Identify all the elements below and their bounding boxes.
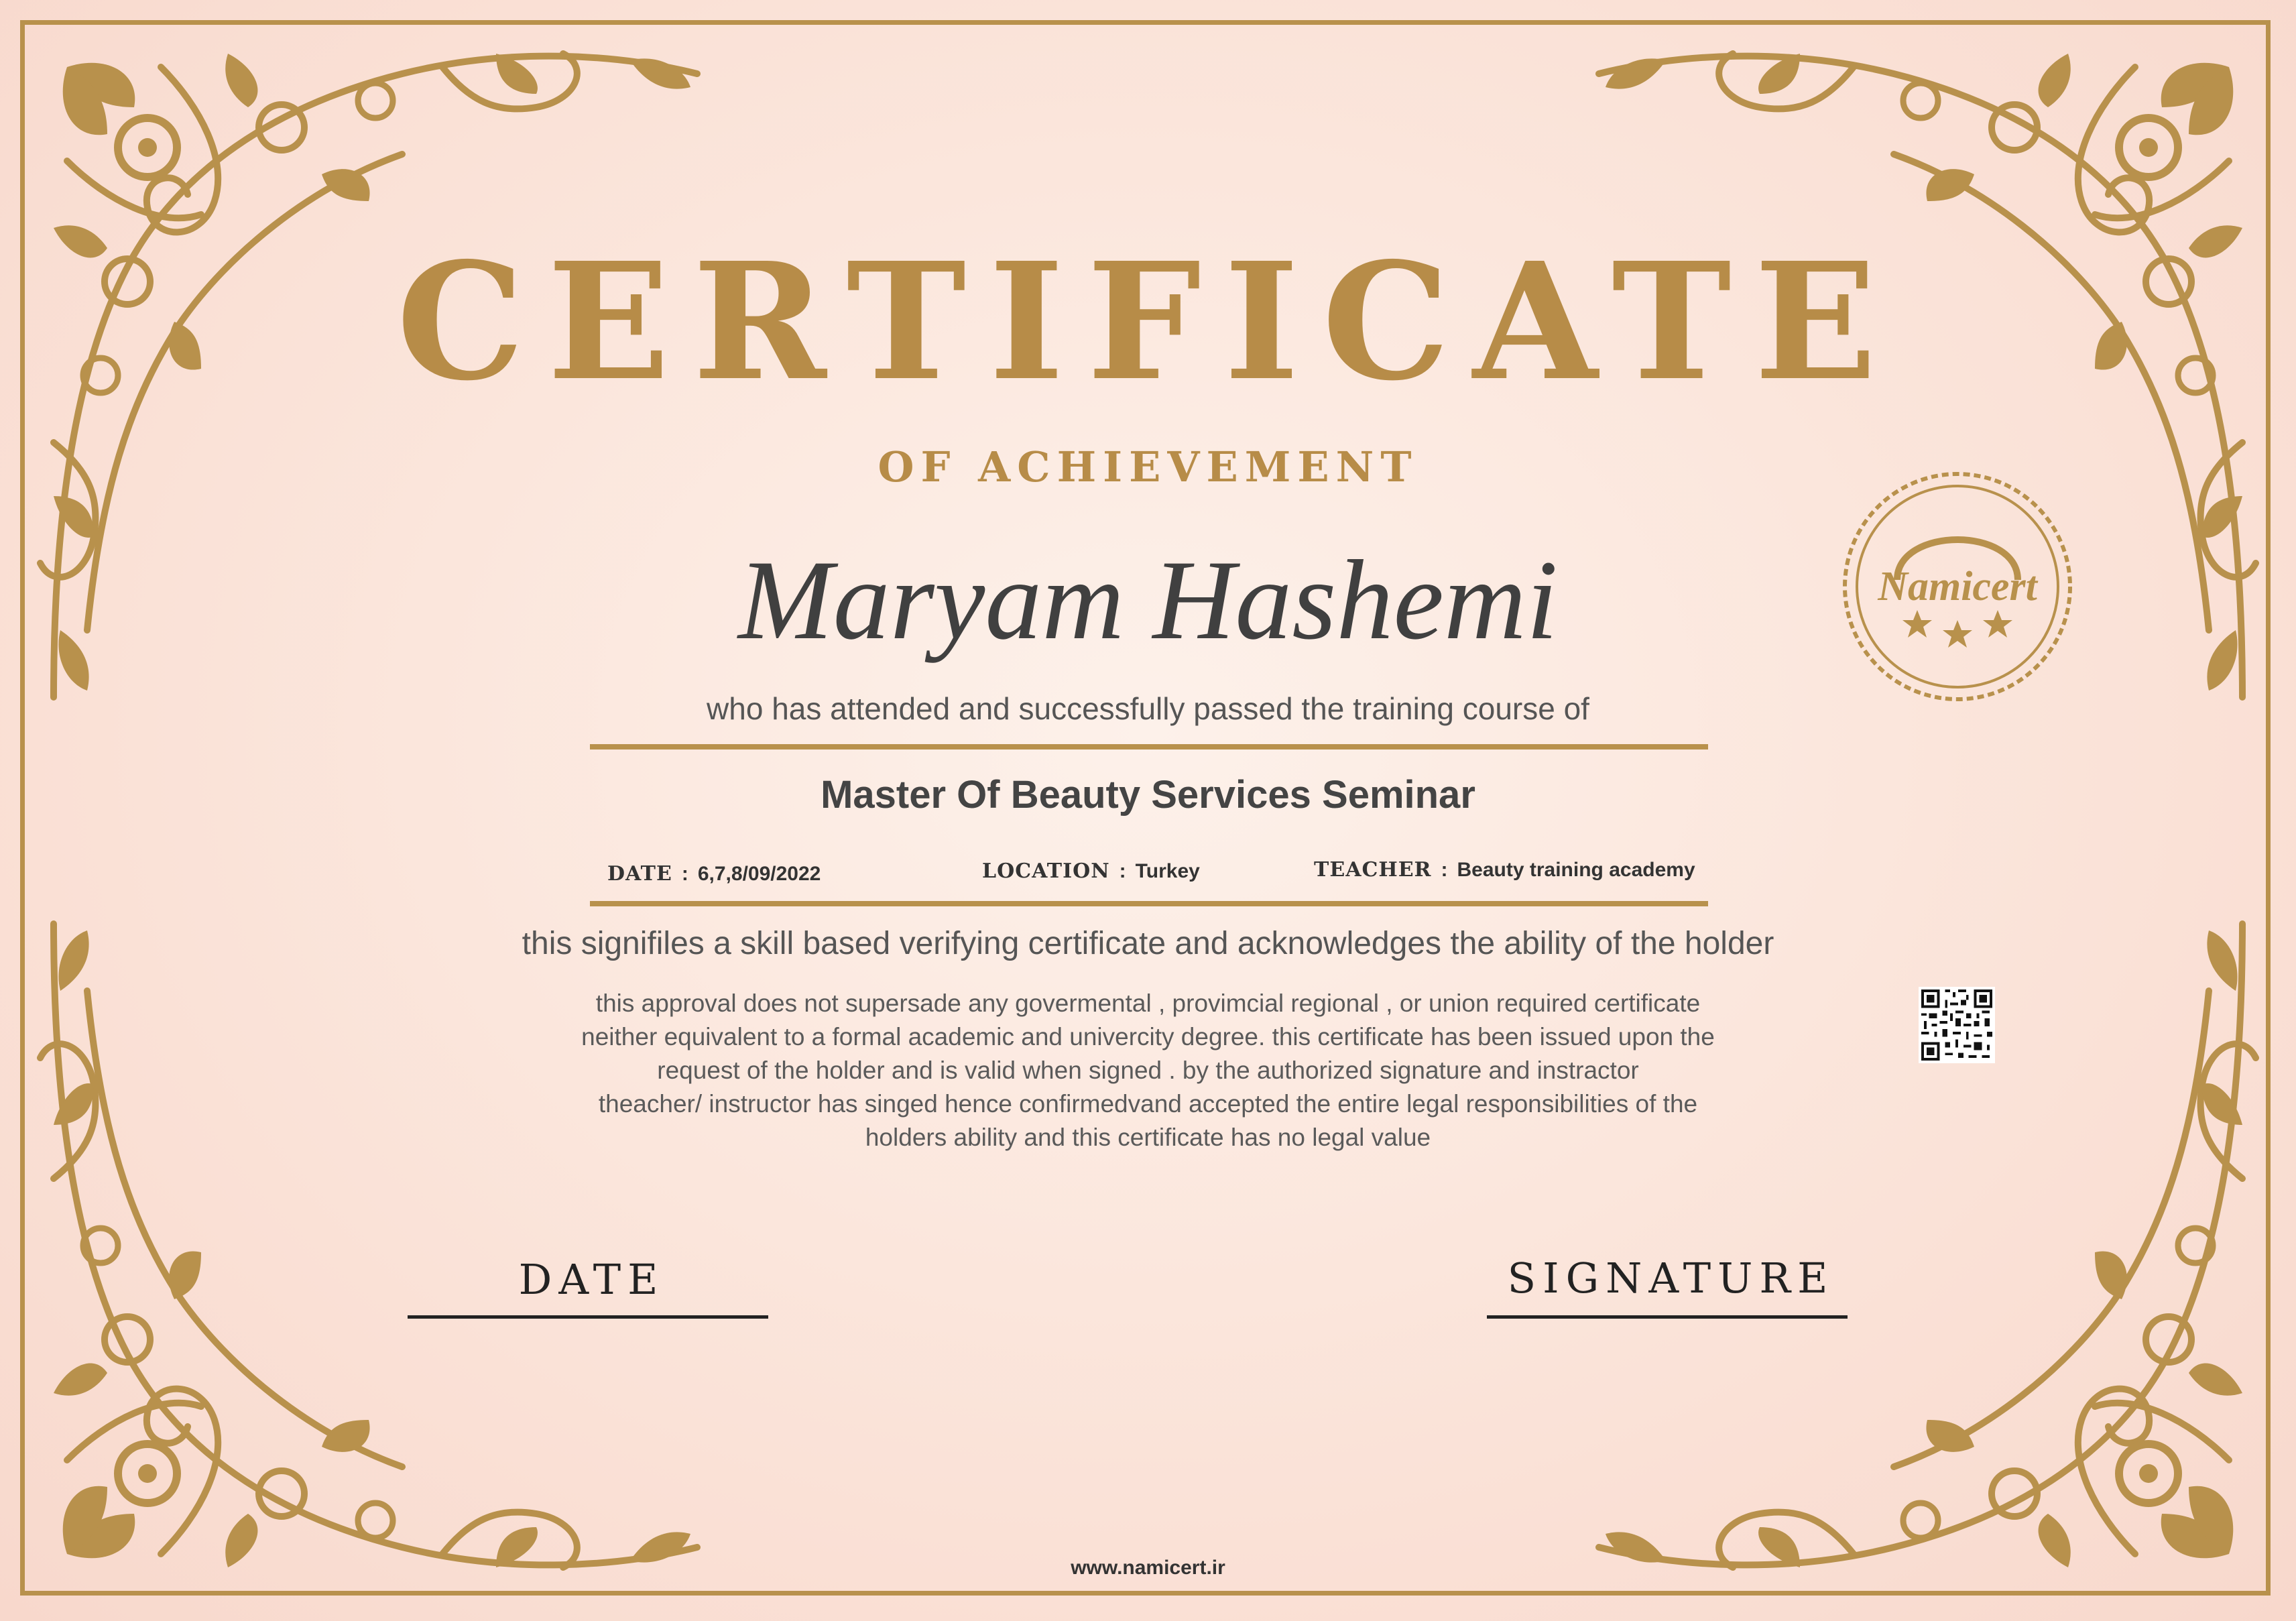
detail-location bbox=[982, 859, 1200, 883]
detail-date-label: DATE bbox=[607, 862, 672, 886]
detail-date-value: 6,7,8/09/2022 bbox=[697, 863, 821, 885]
detail-separator: : bbox=[681, 863, 688, 885]
footer-signature-label: SIGNATURE bbox=[1507, 1254, 1835, 1303]
recipient-name: Maryam Hashemi bbox=[738, 537, 1558, 663]
seal-brand-text: Namicert bbox=[1878, 564, 2037, 609]
detail-location-label: LOCATION bbox=[982, 859, 1110, 883]
detail-teacher-value: Beauty training academy bbox=[1457, 859, 1695, 881]
detail-separator: : bbox=[1441, 859, 1448, 881]
disclaimer bbox=[469, 987, 1827, 1154]
disclaimer-line: neither equivalent to a formal academic and univercity degree. this certificate has been issued upon the bbox=[581, 1023, 1715, 1050]
disclaimer-line: this approval does not supersade any govermental , provimcial regional , or union required certificate bbox=[595, 989, 1701, 1017]
qr-code-icon[interactable] bbox=[1919, 987, 1995, 1063]
course-name: Master Of Beauty Services Seminar bbox=[821, 773, 1475, 817]
signature-line bbox=[1487, 1315, 1848, 1319]
intro-text: who has attended and successfully passed the training course of bbox=[707, 691, 1589, 726]
detail-location-value: Turkey bbox=[1135, 860, 1200, 882]
disclaimer-line: request of the holder and is valid when signed . by the authorized signature and instractor bbox=[657, 1057, 1639, 1084]
website-link[interactable]: www.namicert.ir bbox=[1071, 1557, 1225, 1579]
certificate-title: CERTIFICATE bbox=[396, 227, 1900, 416]
detail-separator: : bbox=[1119, 860, 1126, 882]
detail-teacher bbox=[1314, 858, 1695, 882]
divider-top bbox=[590, 744, 1708, 749]
disclaimer-line: holders ability and this certificate has no legal value bbox=[865, 1124, 1431, 1151]
detail-date bbox=[607, 862, 821, 886]
footer-date-label: DATE bbox=[518, 1255, 665, 1304]
disclaimer-line: theacher/ instructor has singed hence confirmedvand accepted the entire legal responsibilities of the bbox=[598, 1090, 1698, 1118]
tagline: this signifiles a skill based verifying certificate and acknowledges the ability of the holder bbox=[522, 926, 1774, 961]
divider-bottom bbox=[590, 901, 1708, 906]
detail-teacher-label: TEACHER bbox=[1314, 858, 1432, 882]
seal-icon bbox=[1837, 466, 2078, 707]
certificate-subtitle: OF ACHIEVEMENT bbox=[878, 442, 1418, 491]
date-line bbox=[408, 1315, 768, 1319]
course-details bbox=[0, 858, 2296, 892]
